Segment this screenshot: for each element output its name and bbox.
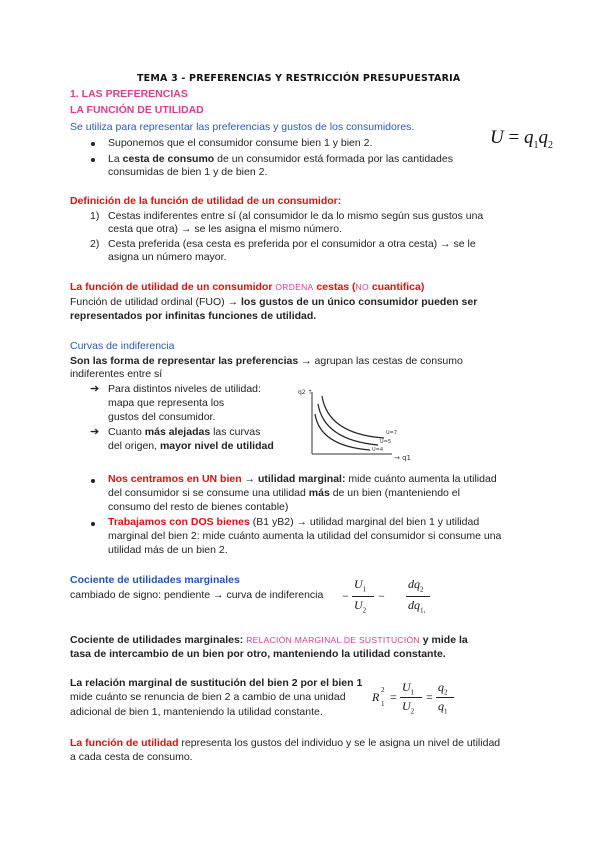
cociente-text: cambiado de signo: pendiente → curva de indiferencia xyxy=(70,589,324,601)
arrow-text-2-cont: del origen, mayor nivel de utilidad xyxy=(108,440,274,452)
bullet-dot xyxy=(91,158,95,162)
indifference-curve-u7 xyxy=(322,396,384,438)
bullet-dot xyxy=(91,142,95,146)
bullet-text-4-cont2: utilidad más de un bien 2. xyxy=(108,544,228,556)
arrow-text-1-cont: mapa que representa los xyxy=(108,397,225,409)
utility-formula: $U = q_1q_2$ xyxy=(490,127,553,151)
arrow-right-icon: ➔ xyxy=(90,383,100,395)
list-item-2: Cesta preferida (esa cesta es preferida por el consumidor a otra cesta) → se le xyxy=(108,238,476,250)
bullet-dot xyxy=(91,479,95,483)
page-title: TEMA 3 - PREFERENCIAS Y RESTRICCIÓN PRESUPUESTARIA xyxy=(137,73,461,84)
relacion-text: mide cuánto se renuncia de bien 2 a cambio de una unidad xyxy=(70,691,346,703)
final-line-cont: a cada cesta de consumo. xyxy=(70,751,193,763)
intro-text: Se utiliza para representar las preferencias y gustos de los consumidores. xyxy=(70,121,415,133)
list-item-2-cont: asigna un número mayor. xyxy=(108,251,227,263)
list-item-1-cont: cesta que otra) → se les asigna el mismo número. xyxy=(108,223,343,235)
definition-heading: Definición de la función de utilidad de un consumidor: xyxy=(70,195,342,207)
relacion-heading: La relación marginal de sustitución del bien 2 por el bien 1 xyxy=(70,677,363,689)
bullet-text-2: La cesta de consumo de un consumidor está formada por las cantidades xyxy=(108,153,453,165)
fuo-line-cont: representados por infinitas funciones de utilidad. xyxy=(70,310,317,322)
curvas-line: Son las forma de representar las preferencias → agrupan las cestas de consumo xyxy=(70,355,463,367)
final-line: La función de utilidad representa los gustos del individuo y se le asigna un nivel de utilidad xyxy=(70,737,501,749)
subsection-heading-funcion-utilidad: LA FUNCIÓN DE UTILIDAD xyxy=(70,104,204,116)
rms-formula: R 2 1 = $U_1$ $U_2$ = $q_2$ $q_1$ xyxy=(372,680,482,720)
bullet-text-3: Nos centramos en UN bien → utilidad marginal: mide cuánto aumenta la utilidad xyxy=(108,473,497,485)
bullet-text-4-cont: marginal del bien 2: mide cuánto aumenta la utilidad del consumidor si consume una xyxy=(108,530,502,542)
bullet-text-4: Trabajamos con DOS bienes (B1 yB2) → utilidad marginal del bien 1 y utilidad xyxy=(108,516,480,528)
curve-label-u5: U=5 xyxy=(380,439,392,445)
arrow-text-1: Para distintos niveles de utilidad: xyxy=(108,383,261,395)
curvas-line-cont: indiferentes entre sí xyxy=(70,368,163,380)
bullet-text-3-cont2: consumo del resto de bienes contable) xyxy=(108,501,289,513)
indifference-curves-graph xyxy=(296,382,416,464)
fuo-line: Función de utilidad ordinal (FUO) → los gustos de un único consumidor pueden ser xyxy=(70,296,478,308)
rms-line-cont: tasa de intercambio de un bien por otro, manteniendo la utilidad constante. xyxy=(70,648,446,660)
bullet-dot xyxy=(91,522,95,526)
bullet-text-1: Suponemos que el consumidor consume bien 1 y bien 2. xyxy=(108,137,373,149)
y-axis-label: q2 ↑ xyxy=(298,389,313,396)
section-heading-preferencias: 1. LAS PREFERENCIAS xyxy=(70,88,188,100)
relacion-text-cont: adicional de bien 1, manteniendo la utilidad constante. xyxy=(70,706,323,718)
bullet-text-3-cont: del consumidor si se consume una utilidad más de un bien (manteniendo el xyxy=(108,487,460,499)
x-axis-label: → q1 xyxy=(394,454,411,462)
bullet-text-2-cont: consumidas de bien 1 y de bien 2. xyxy=(108,166,268,178)
ordena-line: La función de utilidad de un consumidor ORDENA cestas (NO cuantifica) xyxy=(70,281,425,293)
list-number: 2) xyxy=(90,238,100,250)
cociente-heading: Cociente de utilidades marginales xyxy=(70,574,240,586)
curve-label-u7: U=7 xyxy=(386,430,398,436)
arrow-text-1-cont2: gustos del consumidor. xyxy=(108,411,216,423)
rms-line: Cociente de utilidades marginales: RELACIÓN MARGINAL DE SUSTITUCIÓN y mide la xyxy=(70,634,468,646)
list-item-1: Cestas indiferentes entre sí (al consumidor le da lo mismo según sus gustos una xyxy=(108,210,484,222)
list-number: 1) xyxy=(90,210,100,222)
cociente-formula: − $U_1$ $U_2$ − $dq_2$ $dq_{1,}$ xyxy=(342,577,472,617)
curvas-heading: Curvas de indiferencia xyxy=(70,340,175,352)
arrow-right-icon: ➔ xyxy=(90,426,100,438)
arrow-text-2: Cuanto más alejadas las curvas xyxy=(108,426,261,438)
curve-label-u4: U=4 xyxy=(372,447,384,453)
